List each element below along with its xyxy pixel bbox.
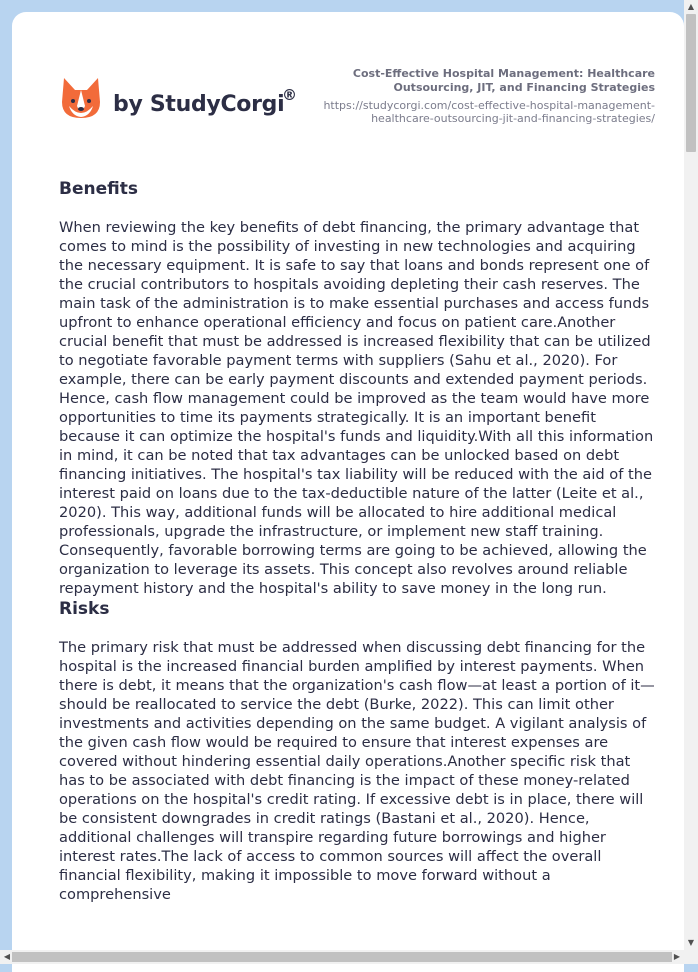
- document-meta: [315, 67, 655, 125]
- section-body-benefits: When reviewing the key benefits of debt financing, the primary advantage that comes to mind is the possibility of investing in new technologies and acquiring the necessary equipment. It is safe to say that loans and bonds represent one of the crucial contributors to hospitals avoiding depleting their cash reserves. The main task of the administration is to make essential purchases and access funds upfront to enhance operational efficiency and focus on patient care.Another crucial benefit that must be addressed is increased flexibility that can be utilized to negotiate favorable payment terms with suppliers (Sahu et al., 2020). For example, there can be early payment discounts and extended payment periods. Hence, cash flow management could be improved as the team would have more opportunities to time its payments strategically. It is an important benefit because it can optimize the hospital's funds and liquidity.With all this information in mind, it can be noted that tax advantages can be unlocked based on debt financing initiatives. The hospital's tax liability will be reduced with the aid of the interest paid on loans due to the tax-deductible nature of the latter (Leite et al., 2020). This way, additional funds will be allocated to hire additional medical professionals, upgrade the infrastructure, or implement new staff training. Consequently, favorable borrowing terms are going to be achieved, allowing the organization to leverage its assets. This concept also revolves around reliable repayment history and the hospital's ability to save money in the long run.: [59, 219, 654, 597]
- horizontal-scroll-thumb[interactable]: [12, 952, 672, 962]
- section-heading-risks: Risks: [59, 599, 110, 619]
- section-heading-benefits: Benefits: [59, 179, 138, 199]
- document-header: [12, 12, 684, 172]
- vertical-scrollbar[interactable]: [684, 0, 698, 950]
- scroll-up-icon[interactable]: ▲: [687, 2, 695, 11]
- corgi-icon: [60, 76, 102, 120]
- section-body-risks: The primary risk that must be addressed when discussing debt financing for the hospital is the increased financial burden amplified by interest payments. When there is debt, it means that the organization's cash flow—at least a portion of it—should be reallocated to service the debt (Burke, 2022). This can limit other investments and activities depending on the same budget. A vigilant analysis of the given cash flow would be required to ensure that interest expenses are covered without hindering essential daily operations.Another specific risk that has to be associated with debt financing is the impact of these money-related operations on the hospital's credit rating. If excessive debt is in place, there will be consistent downgrades in credit ratings (Bastani et al., 2020). Hence, additional challenges will transpire regarding future borrowings and higher interest rates.The lack of access to common sources will affect the overall financial flexibility, making it impossible to move forward without a comprehensive: [59, 639, 655, 903]
- horizontal-scrollbar[interactable]: [0, 950, 698, 964]
- brand-name: by StudyCorgi: [113, 92, 285, 117]
- studycorgi-logo[interactable]: [60, 76, 310, 136]
- document-page: [12, 12, 684, 972]
- document-title: Cost-Effective Hospital Management: Healthcare Outsourcing, JIT, and Financing Strategies: [352, 67, 655, 94]
- vertical-scroll-thumb[interactable]: [686, 14, 696, 152]
- scroll-down-icon[interactable]: ▼: [687, 938, 695, 947]
- scroll-right-icon[interactable]: ▶: [673, 952, 681, 961]
- document-content: [59, 178, 659, 904]
- document-url[interactable]: https://studycorgi.com/cost-effective-hospital-management-healthcare-outsourcing-jit-and-financing-strategies/: [323, 99, 655, 125]
- scroll-left-icon[interactable]: ◀: [3, 952, 11, 961]
- registered-mark: ®: [282, 86, 297, 104]
